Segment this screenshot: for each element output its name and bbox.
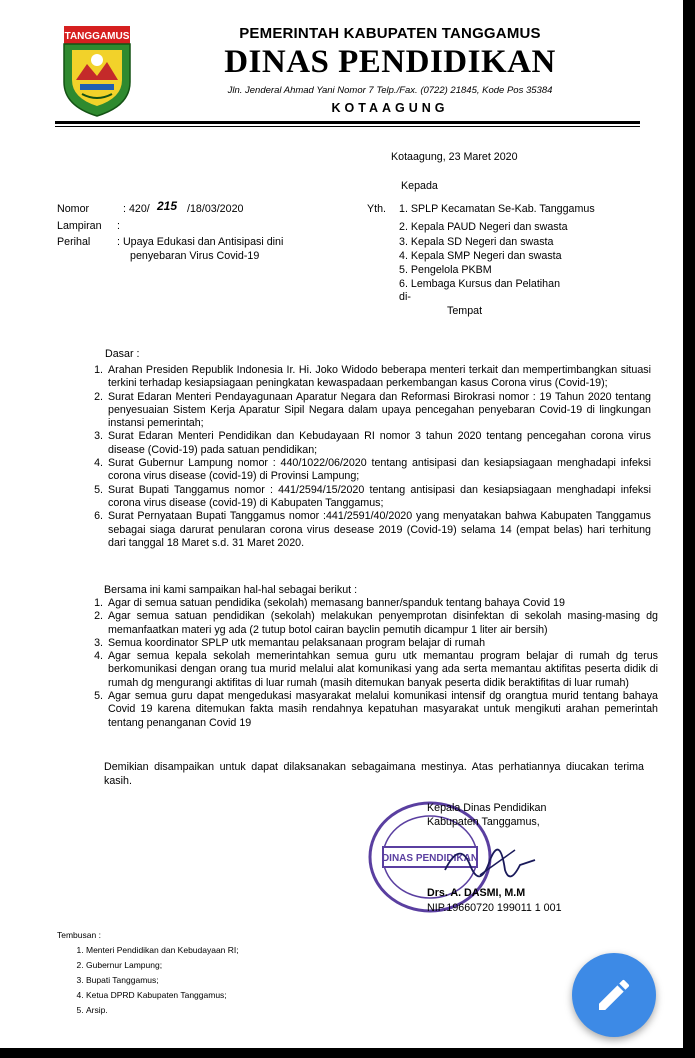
recipient-item: 1. SPLP Kecamatan Se-Kab. Tanggamus (399, 203, 595, 215)
recipient-item: 6. Lembaga Kursus dan Pelatihan (399, 278, 561, 290)
dasar-item: 6. Surat Pernyataan Bupati Tanggamus nomor :441/2591/40/2020 yang menyatakan bahwa Kabupaten Tanggamus sebagai siaga darurat penularan corona virus desease 2019 (Covid-19) selama 14 (empat belas) hari terhitung dari tanggal 18 Maret s.d. 31 Maret 2020. (106, 510, 651, 550)
recipient-item: 2. Kepala PAUD Negeri dan swasta (399, 221, 568, 233)
lampiran-label: Lampiran (57, 220, 102, 232)
lampiran-value: : (117, 220, 120, 232)
dasar-item: 3. Surat Edaran Menteri Pendidikan dan Kebudayaan RI nomor 3 tahun 2020 tentang pencegahan corona virus disease (Covid-19) pada satuan pendidikan; (106, 430, 651, 457)
perihal-value-1: : Upaya Edukasi dan Antisipasi dini (117, 236, 284, 248)
edit-button[interactable] (572, 953, 656, 1037)
tembusan-list (62, 943, 239, 1018)
point-item: 2. Agar semua satuan pendidikan (sekolah) melakukan penyemprotan disinfektan di sekolah masing-masing dg memanfaatkan materi yg ada (2 tutup botol cairan bayclin pemutih dicampur 1 liter air bersih) (106, 610, 658, 637)
nomor-handwritten: 215 (157, 199, 178, 213)
perihal-value-2: penyebaran Virus Covid-19 (130, 250, 260, 262)
tembusan-item: 1. Menteri Pendidikan dan Kebudayaan RI; (86, 943, 239, 958)
letterhead-agency: DINAS PENDIDIKAN (224, 44, 556, 80)
points-list (88, 597, 658, 730)
point-item: 1. Agar di semua satuan pendidika (sekolah) memasang banner/spanduk tentang bahaya Covid 19 (106, 597, 658, 610)
perihal-label: Perihal (57, 236, 91, 248)
tanggamus-logo (62, 22, 132, 118)
letterhead-divider (55, 121, 640, 124)
tembusan-item: 2. Gubernur Lampung; (86, 958, 239, 973)
screen-edge-right (683, 0, 695, 1058)
place-date: Kotaagung, 23 Maret 2020 (391, 151, 518, 163)
recipient-item: 4. Kepala SMP Negeri dan swasta (399, 250, 562, 262)
dasar-item: 4. Surat Gubernur Lampung nomor : 440/1022/06/2020 tentang antisipasi dan kesiapsiagaan menghadapi infeksi corona virus disease (covid-19) di Provinsi Lampung; (106, 457, 651, 484)
tembusan-title: Tembusan : (57, 930, 101, 940)
di-label: di- (399, 291, 411, 303)
tembusan-item: 5. Arsip. (86, 1003, 239, 1018)
signatory-nip: NIP.19660720 199011 1 001 (427, 902, 562, 914)
letterhead-government: PEMERINTAH KABUPATEN TANGGAMUS (239, 25, 541, 42)
letterhead-city: KOTAAGUNG (331, 101, 449, 115)
point-item: 3. Semua koordinator SPLP utk memantau pelaksanaan program belajar di rumah (106, 637, 658, 650)
recipient-item: 3. Kepala SD Negeri dan swasta (399, 236, 554, 248)
dasar-item: 2. Surat Edaran Menteri Pendayagunaan Aparatur Negara dan Reformasi Birokrasi nomor : 19 Tahun 2020 tentang penyesuaian Sistem Kerja Aparatur Sipil Negara dalam upaya pencegahan penyebaran Covid-19 di lingkungan instansi pemerintah; (106, 391, 651, 431)
intro-text: Bersama ini kami sampaikan hal-hal sebagai berikut : (104, 584, 358, 596)
point-item: 5. Agar semua guru dapat mengedukasi masyarakat melalui komunikasi intensif dg orangtua murid tentang bahaya Covid 19 karena ditemukan fakta masih rendahnya kepatuhan masyarakat untuk mengikuti arahan pemerintah tentang penanganan Covid 19 (106, 690, 658, 730)
nomor-suffix: /18/03/2020 (187, 203, 244, 215)
letterhead-divider-thin (55, 126, 640, 127)
point-item: 4. Agar semua kepala sekolah memerintahkan semua guru utk memantau program belajar di rumah dg terus berkomunikasi dengan orang tua murid melalui alat komunikasi yang ada serta memantau aktifitas peserta didik di rumah dg mengurangi aktifitas di luar rumah (masih ditemukan banyak peserta didik beraktifitas di luar rumah) (106, 650, 658, 690)
pencil-icon (594, 975, 634, 1015)
logo-text: TANGGAMUS (64, 31, 130, 42)
stamp-text: DINAS PENDIDIKAN (381, 853, 479, 864)
yth-label: Yth. (367, 203, 387, 215)
closing-text: Demikian disampaikan untuk dapat dilaksanakan sebagaimana mestinya. Atas perhatiannya diucakan terima kasih. (104, 761, 644, 787)
nomor-label: Nomor (57, 203, 90, 215)
dasar-list (88, 364, 651, 550)
kepada-label: Kepada (401, 180, 438, 192)
screen-edge-bottom (0, 1048, 695, 1058)
handwritten-signature (440, 830, 550, 890)
dasar-item: 5. Surat Bupati Tanggamus nomor : 441/2594/15/2020 tentang antisipasi dan kesiapsiagaan menghadapi infeksi corona virus disease (covid-19) di Kabupaten Tanggamus; (106, 484, 651, 511)
signatory-region: Kabupaten Tanggamus, (427, 816, 540, 828)
tembusan-item: 4. Ketua DPRD Kabupaten Tanggamus; (86, 988, 239, 1003)
tembusan-item: 3. Bupati Tanggamus; (86, 973, 239, 988)
dasar-item: 1. Arahan Presiden Republik Indonesia Ir. Hi. Joko Widodo beberapa menteri terkait dan mempertimbangkan situasi terkini terhadap kesiapsiagaan peningkatan kewaspadaan perkembangan kasus Corona virus (Covid-19); (106, 364, 651, 391)
tempat-label: Tempat (447, 305, 483, 317)
signatory-title: Kepala Dinas Pendidikan (427, 802, 547, 814)
signatory-name: Drs. A. DASMI, M.M (427, 887, 526, 899)
letterhead-address: Jln. Jenderal Ahmad Yani Nomor 7 Telp./Fax. (0722) 21845, Kode Pos 35384 (227, 85, 553, 96)
recipient-item: 5. Pengelola PKBM (399, 264, 492, 276)
dasar-title: Dasar : (105, 348, 140, 360)
nomor-prefix: : 420/ (123, 203, 150, 215)
